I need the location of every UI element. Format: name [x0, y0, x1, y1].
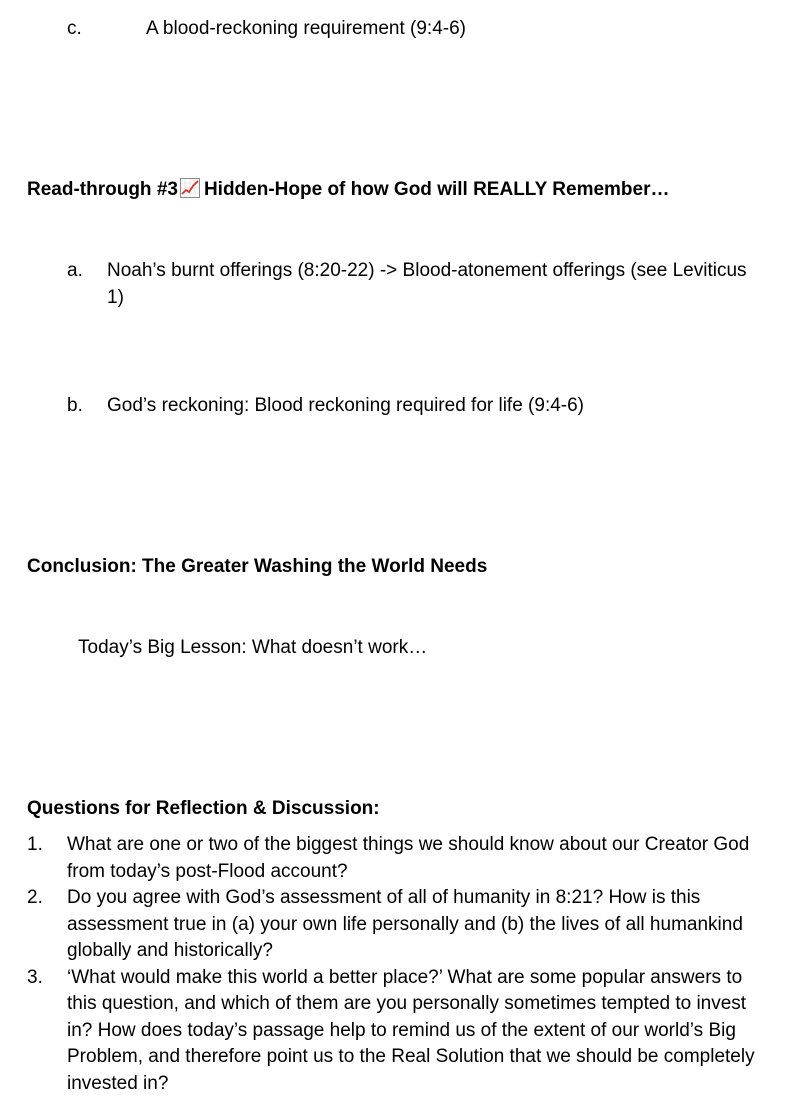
question-item [27, 965, 772, 1098]
outline-item-c-text: A blood-reckoning requirement (9:4-6) [146, 18, 467, 39]
question-number: 1. [27, 834, 43, 855]
question-item [27, 832, 772, 885]
readthrough-item-b-text: God’s reckoning: Blood reckoning required for life (9:4-6) [107, 395, 585, 416]
question-number: 2. [27, 887, 43, 908]
chart-increasing-icon [180, 178, 200, 198]
question-number: 3. [27, 966, 43, 988]
conclusion-heading: Conclusion: The Greater Washing the World Needs [27, 556, 488, 577]
readthrough-item-b-marker: b. [67, 395, 83, 416]
question-text: Do you agree with God’s assessment of all of humanity in 8:21? How is this assessment true in (a) your own life personally and (b) the lives of all humankind globally and historically? [67, 887, 743, 961]
readthrough-item-a-marker: a. [67, 260, 83, 281]
question-text: What are one or two of the biggest things we should know about our Creator God from today’s post-Flood account? [67, 834, 750, 882]
questions-list [27, 832, 772, 1097]
readthrough-3-heading [27, 177, 670, 203]
readthrough-3-heading-prefix: Read-through #3 [27, 179, 178, 200]
question-item [27, 885, 772, 965]
question-text: ‘What would make this world a better place?’ What are some popular answers to this question, and which of them are you personally sometimes tempted to invest in? How does today’s passage help to remind us of the extent of our world’s Big Problem, and therefore point us to the Real Solution that we should be completely invested in? [67, 966, 755, 1094]
readthrough-item-a-text: Noah’s burnt offerings (8:20-22) -> Blood-atonement offerings (see Leviticus 1) [107, 260, 747, 308]
big-lesson-text: Today’s Big Lesson: What doesn’t work… [78, 637, 428, 658]
readthrough-3-heading-suffix: Hidden-Hope of how God will REALLY Remember… [203, 179, 670, 200]
questions-heading: Questions for Reflection & Discussion: [27, 798, 380, 819]
outline-marker-c: c. [67, 18, 82, 39]
